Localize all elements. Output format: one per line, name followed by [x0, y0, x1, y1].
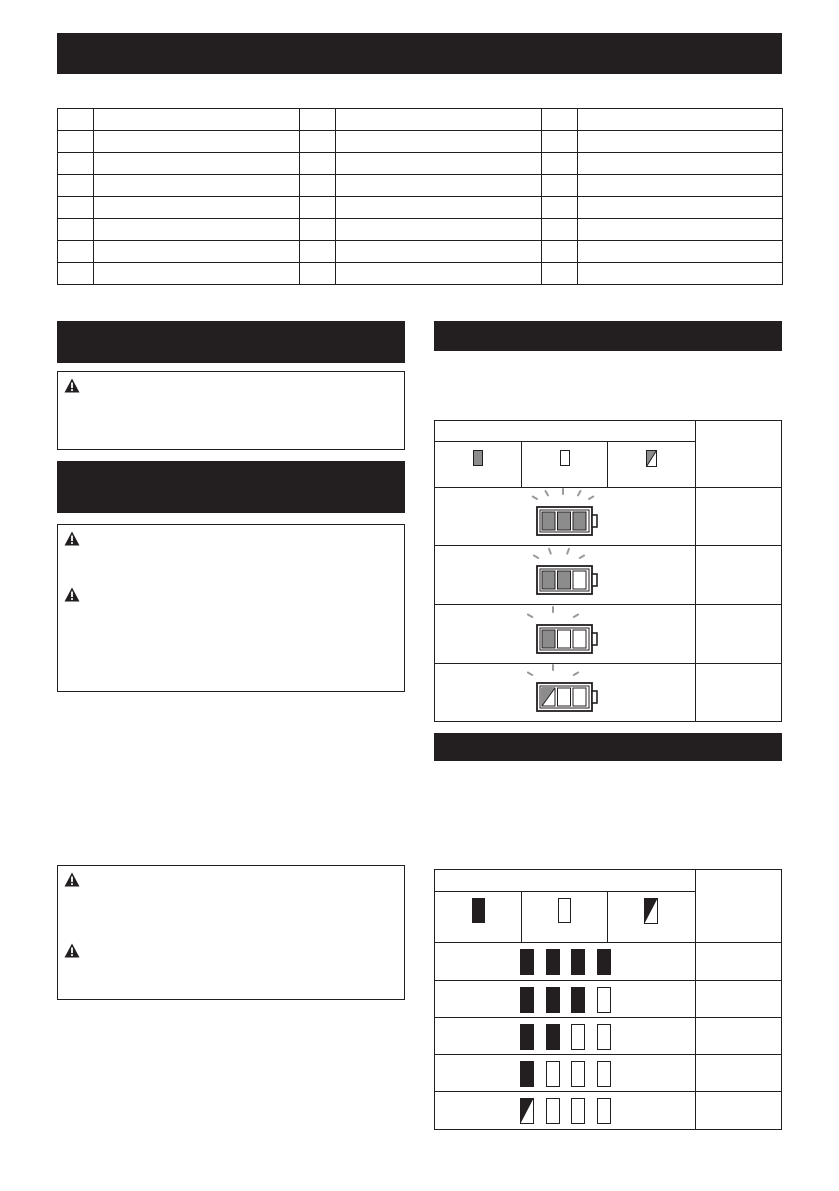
battery-level-icon [527, 664, 607, 721]
warning-icon [64, 531, 80, 546]
indicator-lamp-off [597, 1061, 611, 1087]
part-number-cell [300, 153, 336, 175]
indicator-lamp-on [520, 1061, 534, 1087]
indicator-lamp-off [571, 1024, 585, 1050]
indicator-lamp-on [520, 987, 534, 1013]
part-number-cell [300, 263, 336, 285]
table-row [58, 263, 783, 285]
battery-cell [573, 688, 586, 706]
lamp-on-legend-icon [472, 898, 485, 923]
indicator-lamp-on [546, 987, 560, 1013]
warning-box [57, 524, 405, 692]
indicator-lamp-on [546, 1024, 560, 1050]
part-name-cell [94, 197, 300, 219]
glow-ray [546, 491, 549, 495]
part-name-cell [336, 175, 542, 197]
glow-ray [534, 556, 538, 559]
part-name-cell [94, 153, 300, 175]
battery-cell [558, 688, 571, 706]
table-row [58, 219, 783, 241]
part-number-cell [300, 197, 336, 219]
glow-ray [528, 673, 532, 676]
part-number-cell [542, 263, 578, 285]
part-name-cell [336, 131, 542, 153]
indicator-lamp-blinking [520, 1098, 534, 1124]
indicator-lamp-off [571, 1098, 585, 1124]
part-name-cell [578, 197, 783, 219]
indicator-lamp-on [520, 1024, 534, 1050]
battery-level-icon [527, 488, 607, 545]
table-row [58, 109, 783, 131]
part-number-cell [542, 131, 578, 153]
part-number-cell [58, 241, 94, 263]
glow-ray [589, 497, 593, 500]
part-name-cell [578, 219, 783, 241]
battery-cell [573, 630, 586, 648]
battery-level-icon [527, 546, 607, 604]
indicator-lamp-off [597, 1098, 611, 1124]
part-name-cell [94, 263, 300, 285]
part-name-cell [578, 131, 783, 153]
table-row [58, 153, 783, 175]
page-header-bar [57, 33, 782, 74]
part-number-cell [300, 175, 336, 197]
table-row [58, 131, 783, 153]
lamp-blinking-legend-icon [644, 898, 658, 924]
section-title-bar [434, 733, 782, 761]
section-title-bar [57, 321, 405, 363]
part-number-cell [542, 109, 578, 131]
battery-cell [558, 512, 571, 530]
part-number-cell [300, 241, 336, 263]
indicator-lamp-on [571, 987, 585, 1013]
part-name-cell [336, 241, 542, 263]
warning-icon [64, 943, 80, 958]
lamp-off-legend-icon [560, 450, 570, 466]
indicator-lamp-on [597, 949, 611, 975]
part-name-cell [94, 109, 300, 131]
part-number-cell [58, 219, 94, 241]
table-row [58, 175, 783, 197]
battery-level-icon [527, 605, 607, 663]
part-number-cell [542, 241, 578, 263]
battery-cell [542, 571, 555, 589]
part-name-cell [336, 153, 542, 175]
glow-ray [578, 491, 581, 495]
section-title-bar [434, 321, 782, 351]
warning-box [57, 865, 405, 1000]
part-number-cell [300, 219, 336, 241]
table-row [58, 197, 783, 219]
part-number-cell [58, 153, 94, 175]
part-name-cell [578, 109, 783, 131]
warning-icon [64, 872, 80, 887]
part-name-cell [94, 131, 300, 153]
part-number-cell [58, 175, 94, 197]
part-name-cell [336, 109, 542, 131]
warning-icon [64, 378, 80, 393]
indicator-lamp-off [546, 1061, 560, 1087]
glow-ray [574, 615, 578, 618]
part-number-cell [58, 131, 94, 153]
part-name-cell [578, 175, 783, 197]
indicator-lamp-off [571, 1061, 585, 1087]
lamp-off-legend-icon [558, 898, 571, 923]
part-name-cell [578, 241, 783, 263]
remaining-capacity-table [434, 869, 782, 1130]
battery-cell [558, 571, 571, 589]
part-name-cell [94, 241, 300, 263]
glow-ray [580, 556, 584, 559]
battery-cell [558, 630, 571, 648]
table-row [58, 241, 783, 263]
battery-cell [573, 571, 586, 589]
section-title-bar [57, 461, 405, 513]
part-number-cell [300, 131, 336, 153]
battery-indicator-table [434, 420, 782, 722]
glow-ray [528, 615, 532, 618]
glow-ray [567, 549, 569, 554]
part-number-cell [542, 197, 578, 219]
indicator-lamp-off [597, 1024, 611, 1050]
indicator-lamp-off [597, 987, 611, 1013]
part-name-cell [94, 175, 300, 197]
part-number-cell [300, 109, 336, 131]
part-number-cell [542, 153, 578, 175]
indicator-lamp-on [520, 949, 534, 975]
warning-box [57, 371, 405, 450]
part-name-cell [336, 219, 542, 241]
part-name-cell [336, 197, 542, 219]
battery-cell [573, 512, 586, 530]
glow-ray [574, 673, 578, 676]
battery-cell [542, 512, 555, 530]
part-number-cell [542, 175, 578, 197]
warning-icon [64, 587, 80, 602]
lamp-blinking-legend-icon [646, 450, 657, 467]
indicator-lamp-on [546, 949, 560, 975]
part-number-cell [58, 197, 94, 219]
glow-ray [533, 497, 537, 500]
indicator-lamp-on [571, 949, 585, 975]
indicator-lamp-off [546, 1098, 560, 1124]
part-name-cell [578, 153, 783, 175]
part-number-cell [58, 263, 94, 285]
part-name-cell [94, 219, 300, 241]
part-name-cell [336, 263, 542, 285]
lamp-on-legend-icon [473, 450, 483, 466]
battery-cell [542, 630, 555, 648]
part-number-cell [58, 109, 94, 131]
glow-ray [549, 549, 551, 554]
parts-table [57, 108, 783, 285]
part-number-cell [542, 219, 578, 241]
part-name-cell [578, 263, 783, 285]
